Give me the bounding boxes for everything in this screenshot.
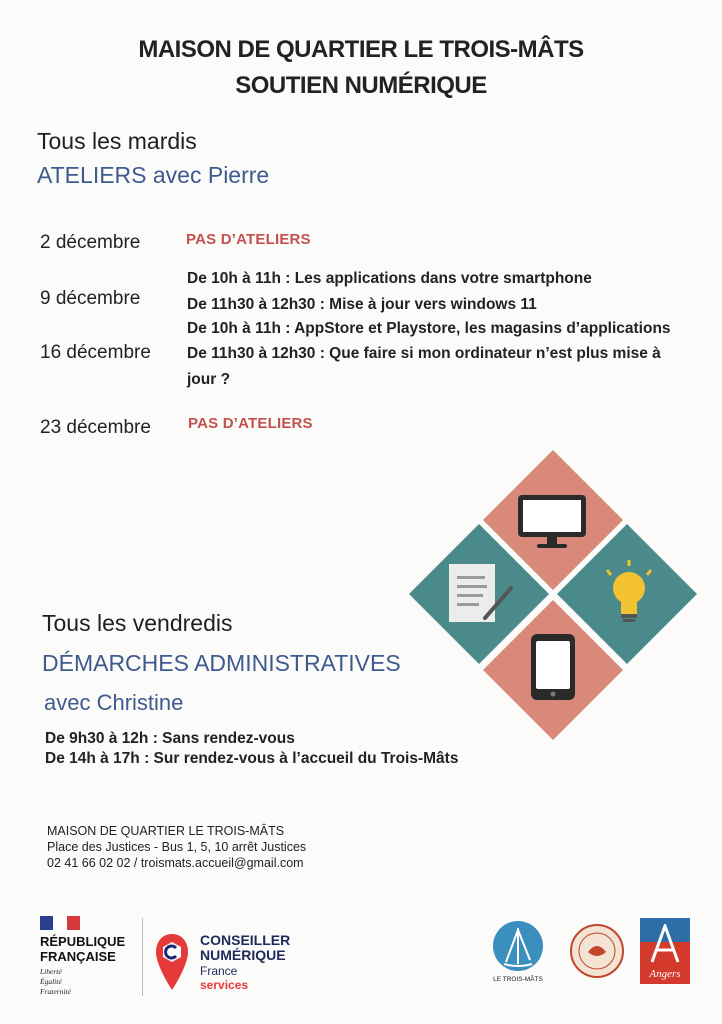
session-line: De 11h30 à 12h30 : Que faire si mon ordinateur n’est plus mise à (187, 345, 661, 362)
page-title-line1: MAISON DE QUARTIER LE TROIS-MÂTS (138, 36, 584, 63)
republique-francaise-logo (40, 916, 150, 1000)
rf-line2: FRANÇAISE (40, 949, 116, 964)
session-line: jour ? (187, 371, 231, 388)
angers-label: Angers (649, 968, 681, 980)
session-status: PAS D’ATELIERS (186, 231, 311, 248)
tuesday-subheading: ATELIERS avec Pierre (37, 162, 270, 188)
session-date: 9 décembre (40, 288, 141, 309)
angers-a-icon (648, 924, 682, 964)
page-title-line2: SOUTIEN NUMÉRIQUE (235, 72, 487, 99)
digital-illustration (405, 448, 701, 744)
friday-heading: Tous les vendredis (42, 610, 233, 636)
session-line: De 10h à 11h : AppStore et Playstore, les magasins d’applications (187, 320, 671, 337)
sail-icon (492, 920, 544, 972)
friday-subheading: DÉMARCHES ADMINISTRATIVES (42, 650, 401, 676)
divider (142, 918, 143, 996)
trois-mats-logo (486, 920, 550, 988)
rf-motto2: Égalité (40, 977, 62, 986)
friday-with: avec Christine (44, 690, 184, 715)
friday-line: De 14h à 17h : Sur rendez-vous à l’accueil du Trois-Mâts (45, 750, 459, 767)
location-pin-icon (156, 934, 188, 990)
session-date: 2 décembre (40, 232, 141, 253)
conseiller-numerique-logo (156, 930, 306, 996)
rf-motto1: Liberté (40, 967, 62, 976)
trois-mats-label: LE TROIS-MÂTS (493, 976, 543, 983)
rf-line1: RÉPUBLIQUE (40, 934, 126, 949)
session-status: PAS D’ATELIERS (188, 415, 313, 432)
friday-line: De 9h30 à 12h : Sans rendez-vous (45, 730, 295, 747)
cn-line1: CONSEILLER (200, 932, 291, 948)
tuesday-heading: Tous les mardis (37, 128, 197, 154)
cn-line4: services (200, 978, 249, 992)
angers-logo (640, 918, 690, 984)
address-street: Place des Justices - Bus 1, 5, 10 arrêt Justices (47, 840, 307, 854)
conseil-departemental-seal (570, 924, 624, 978)
marianne-icon (40, 916, 80, 930)
cn-line3: France (200, 964, 238, 978)
rf-motto3: Fraternité (40, 987, 71, 996)
session-line: De 10h à 11h : Les applications dans votre smartphone (187, 270, 592, 287)
session-line: De 11h30 à 12h30 : Mise à jour vers windows 11 (187, 296, 537, 313)
address-name: MAISON DE QUARTIER LE TROIS-MÂTS (47, 824, 285, 838)
cn-line2: NUMÉRIQUE (200, 947, 286, 963)
address-contact: 02 41 66 02 02 / troismats.accueil@gmail.com (47, 856, 304, 870)
session-date: 16 décembre (40, 342, 151, 363)
session-date: 23 décembre (40, 417, 151, 438)
